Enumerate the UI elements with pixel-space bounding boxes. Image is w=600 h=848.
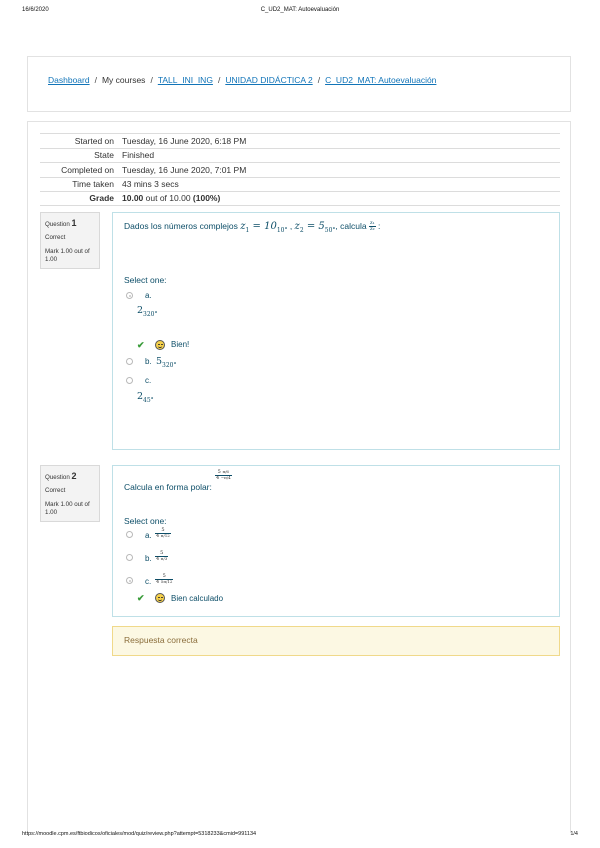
- breadcrumb: [48, 75, 436, 85]
- question-mark: Mark 1.00 out of 1.00: [45, 247, 90, 264]
- attempt-summary-table: [40, 133, 560, 206]
- z1-formula: $z_1 = 10_{10^\circ}$: [240, 221, 288, 234]
- option-c-radio[interactable]: [126, 577, 133, 584]
- summary-value: 43 mins 3 secs: [122, 179, 179, 190]
- option-c-letter: c.: [145, 577, 152, 586]
- breadcrumb-dashboard[interactable]: Dashboard: [48, 75, 90, 85]
- option-c-value: $2_{45^\circ}$: [137, 391, 154, 404]
- option-a-formula: $\frac{5}{4 \pi/12}$: [156, 527, 170, 539]
- breadcrumb-separator: /: [317, 75, 321, 85]
- z2-formula: $z_2 = 5_{50^\circ}$: [294, 221, 336, 234]
- breadcrumb-unit[interactable]: UNIDAD DIDÁCTICA 2: [225, 75, 313, 85]
- option-b-radio[interactable]: [126, 554, 133, 561]
- question-number-value: 2: [71, 471, 77, 481]
- option-a-letter: a.: [145, 291, 152, 300]
- question-mark: Mark 1.00 out of 1.00: [45, 500, 90, 517]
- option-c-radio[interactable]: [126, 377, 133, 384]
- check-icon: ✔: [137, 593, 145, 603]
- print-footer: [22, 831, 578, 841]
- question-number: [45, 470, 95, 482]
- summary-row-started: [40, 133, 560, 148]
- question-state: Correct: [45, 487, 66, 495]
- breadcrumb-separator: /: [94, 75, 97, 85]
- summary-row-state: [40, 148, 560, 163]
- option-b-letter: b.: [145, 357, 152, 366]
- option-feedback: Bien!: [171, 340, 190, 349]
- polar-fraction: $\frac{5 \pi/6}{4 -\pi/4}$: [216, 469, 231, 481]
- question-info-2: [40, 465, 100, 522]
- question-content-1: [112, 212, 560, 450]
- option-b-value: $5_{320^\circ}$: [156, 356, 177, 369]
- print-date: 16/6/2020: [22, 7, 49, 13]
- option-feedback: Bien calculado: [171, 594, 224, 603]
- summary-label: Started on: [74, 135, 114, 146]
- check-icon: ✔: [137, 340, 145, 350]
- option-c-letter: c.: [145, 376, 152, 385]
- summary-value: Tuesday, 16 June 2020, 6:18 PM: [122, 135, 247, 146]
- summary-label: Grade: [89, 193, 114, 204]
- option-a-letter: a.: [145, 531, 152, 540]
- smiley-icon: [155, 340, 165, 350]
- question-state: Correct: [45, 234, 66, 242]
- question-intro: Calcula en forma polar:: [124, 482, 212, 492]
- breadcrumb-separator: /: [150, 75, 153, 85]
- option-b-letter: b.: [145, 554, 152, 563]
- summary-row-grade: [40, 191, 560, 206]
- question-intro: Dados los números complejos: [124, 221, 238, 231]
- breadcrumb-quiz[interactable]: C_UD2_MAT: Autoevaluación: [325, 75, 437, 85]
- question-number-value: 1: [71, 218, 77, 228]
- option-b-formula: $\frac{5}{4 \pi/3}$: [156, 550, 168, 562]
- summary-label: Completed on: [61, 164, 114, 175]
- question-text-2: [124, 482, 212, 492]
- breadcrumb-my-courses: My courses: [101, 75, 146, 85]
- summary-row-completed: [40, 162, 560, 177]
- general-feedback-box: [112, 626, 560, 656]
- quotient-fraction: $\frac{\text{z₁}}{\text{z₂}}$: [369, 220, 375, 233]
- print-page-number: 1/4: [570, 831, 578, 837]
- question-number: [45, 217, 95, 229]
- summary-label: State: [94, 150, 114, 161]
- select-one-label: Select one:: [124, 275, 167, 285]
- question-mid: , calcula: [335, 221, 367, 231]
- option-c-formula: $\frac{5}{4 5\pi/12}$: [156, 573, 173, 585]
- print-url: https://moodle.cpm.es/ftbiodicos/oficiales/mod/quiz/review.php?attempt=5318233&cmid=991134: [22, 831, 257, 837]
- question-text-1: Dados los números complejos $z_1 = 10_{10^\circ}$ , $z_2 = 5_{50^\circ}$, calcula $\frac{\text{z₁}}{\text{z₂}}$ :: [124, 220, 381, 234]
- summary-row-time-taken: [40, 177, 560, 192]
- option-a-radio[interactable]: [126, 292, 133, 299]
- summary-label: Time taken: [72, 179, 114, 190]
- option-a-value: $2_{320^\circ}$: [137, 305, 158, 318]
- summary-value-grade: 10.00 out of 10.00 (100%): [122, 193, 221, 204]
- option-a-radio[interactable]: [126, 531, 133, 538]
- print-header: [22, 7, 578, 17]
- question-info-1: [40, 212, 100, 269]
- breadcrumb-separator: /: [217, 75, 221, 85]
- print-title: C_UD2_MAT: Autoevaluación: [260, 7, 340, 13]
- general-feedback-text: Respuesta correcta: [124, 635, 198, 645]
- summary-value: Tuesday, 16 June 2020, 7:01 PM: [122, 164, 247, 175]
- summary-value: Finished: [122, 150, 155, 161]
- select-one-label: Select one:: [124, 516, 167, 526]
- option-b-radio[interactable]: [126, 358, 133, 365]
- question-prefix: Question: [45, 221, 70, 228]
- smiley-icon: [155, 593, 165, 603]
- question-prefix: Question: [45, 474, 70, 481]
- breadcrumb-course[interactable]: TALL_INI_ING: [157, 75, 213, 85]
